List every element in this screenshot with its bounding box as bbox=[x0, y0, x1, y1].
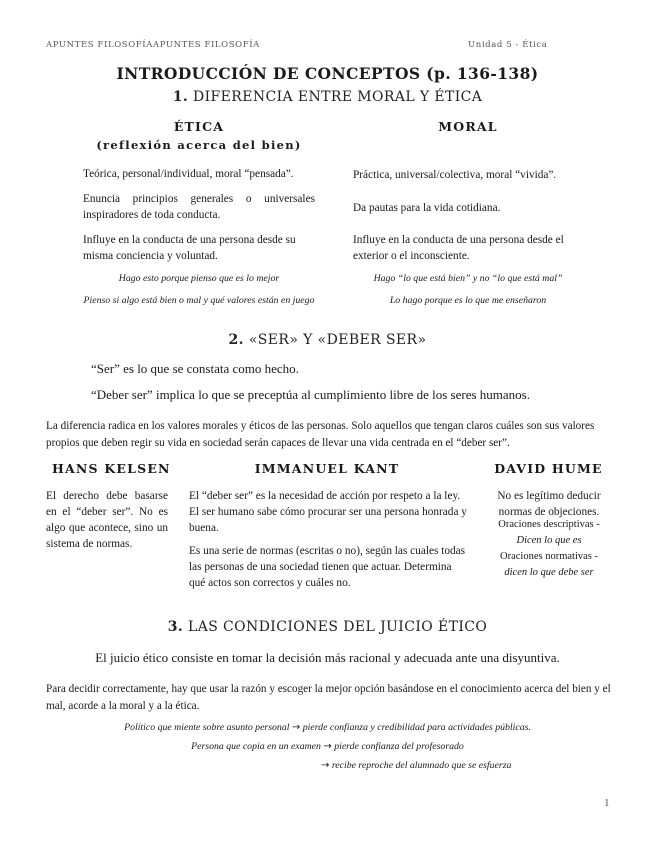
section-3-title: LAS CONDICIONES DEL JUICIO ÉTICO bbox=[188, 619, 488, 635]
author-kelsen-name: HANS KELSEN bbox=[52, 461, 171, 476]
moral-heading: MORAL bbox=[438, 119, 498, 134]
author-hume-text: No es legítimo deducir normas de objeciones. bbox=[497, 490, 601, 518]
normative-sentences-label: Oraciones normativas - bbox=[500, 551, 598, 562]
judgement-example-3 bbox=[321, 758, 511, 773]
author-hume-name: DAVID HUME bbox=[494, 461, 603, 476]
section-1-title: DIFERENCIA ENTRE MORAL Y ÉTICA bbox=[192, 89, 483, 105]
example-3-consequence: recibe reproche del alumnado que se esfuerza bbox=[331, 760, 512, 771]
example-1-consequence: pierde confianza y credibilidad para actividades públicas. bbox=[302, 722, 531, 733]
author-kelsen-text: El derecho debe basarse en el “deber ser”. No es algo que acontece, sino un sistema de normas. bbox=[46, 490, 168, 550]
author-kant-text-1: El “deber ser” es la necesidad de acción por respeto a la ley. El ser humano sabe cómo procurar ser una persona honrada y buena. bbox=[189, 490, 467, 534]
running-header-right: Unidad 5 - Ética bbox=[468, 40, 548, 50]
section-2-title: «SER» Y «DEBER SER» bbox=[248, 332, 427, 348]
example-1-situation: Político que miente sobre asunto personal bbox=[124, 722, 290, 733]
section-2-number: 2. bbox=[228, 332, 244, 348]
moral-example-2: Lo hago porque es lo que me enseñaron bbox=[389, 295, 547, 306]
section-2-heading bbox=[0, 332, 655, 348]
arrow-right-icon: → bbox=[321, 760, 330, 771]
judgement-example-2 bbox=[0, 739, 655, 754]
etica-point-1: Teórica, personal/individual, moral “pensada”. bbox=[83, 168, 294, 180]
arrow-right-icon: → bbox=[323, 741, 332, 752]
running-header-left: APUNTES FILOSOFÍAAPUNTES FILOSOFÍA bbox=[46, 40, 260, 50]
section-3-lead: El juicio ético consiste en tomar la decisión más racional y adecuada ante una disyuntiva. bbox=[95, 650, 560, 665]
moral-point-3: Influye en la conducta de una persona desde el exterior o el inconsciente. bbox=[353, 234, 564, 262]
etica-point-3: Influye en la conducta de una persona desde su misma conciencia y voluntad. bbox=[83, 234, 296, 262]
page-title: INTRODUCCIÓN DE CONCEPTOS (p. 136-138) bbox=[116, 64, 539, 83]
normative-sentences-meaning: dicen lo que debe ser bbox=[504, 567, 594, 578]
section-2-paragraph: La diferencia radica en los valores morales y éticos de las personas. Solo aquellos que tengan claros cuáles son sus valores propios que deben regir su vida en sociedad serán capaces de llevar una vida centrada en el “deber ser”. bbox=[46, 420, 595, 449]
descriptive-sentences-meaning: Dicen lo que es bbox=[516, 535, 582, 546]
etica-subheading: (reflexión acerca del bien) bbox=[96, 138, 302, 152]
author-hume-sentences bbox=[484, 517, 614, 581]
deber-ser-definition: “Deber ser” implica lo que se preceptúa al cumplimiento libre de los seres humanos. bbox=[91, 387, 530, 402]
ser-definition: “Ser” es lo que se constata como hecho. bbox=[91, 361, 299, 376]
judgement-example-1 bbox=[0, 720, 655, 735]
section-1-heading bbox=[0, 89, 655, 105]
moral-point-2: Da pautas para la vida cotidiana. bbox=[353, 202, 501, 214]
section-3-number: 3. bbox=[167, 619, 184, 635]
etica-point-2: Enuncia principios generales o universales inspiradores de toda conducta. bbox=[83, 193, 315, 221]
section-3-heading bbox=[0, 619, 655, 635]
arrow-right-icon: → bbox=[291, 722, 301, 733]
example-2-consequence: pierde confianza del profesorado bbox=[334, 741, 464, 752]
example-2-situation: Persona que copia en un examen bbox=[191, 741, 321, 752]
page-number: 1 bbox=[604, 797, 610, 809]
etica-example-2: Pienso si algo está bien o mal y qué valores están en juego bbox=[83, 295, 315, 306]
moral-example-1: Hago “lo que está bien” y no “lo que está mal” bbox=[373, 273, 563, 284]
section-3-paragraph: Para decidir correctamente, hay que usar la razón y escoger la mejor opción basándose en el conocimiento acerca del bien y el mal, acorde a la moral y a la ética. bbox=[46, 683, 611, 712]
descriptive-sentences-label: Oraciones descriptivas - bbox=[498, 519, 600, 530]
etica-example-1: Hago esto porque pienso que es lo mejor bbox=[118, 273, 280, 284]
section-1-number: 1. bbox=[172, 89, 189, 105]
etica-heading: ÉTICA bbox=[173, 119, 225, 134]
author-kant-text-2: Es una serie de normas (escritas o no), según las cuales todas las personas de una sociedad tienen que actuar. Determina qué actos son correctos y cuáles no. bbox=[189, 545, 466, 589]
moral-point-1: Práctica, universal/colectiva, moral “vivida”. bbox=[353, 169, 557, 181]
author-kant-name: IMMANUEL KANT bbox=[254, 461, 400, 476]
